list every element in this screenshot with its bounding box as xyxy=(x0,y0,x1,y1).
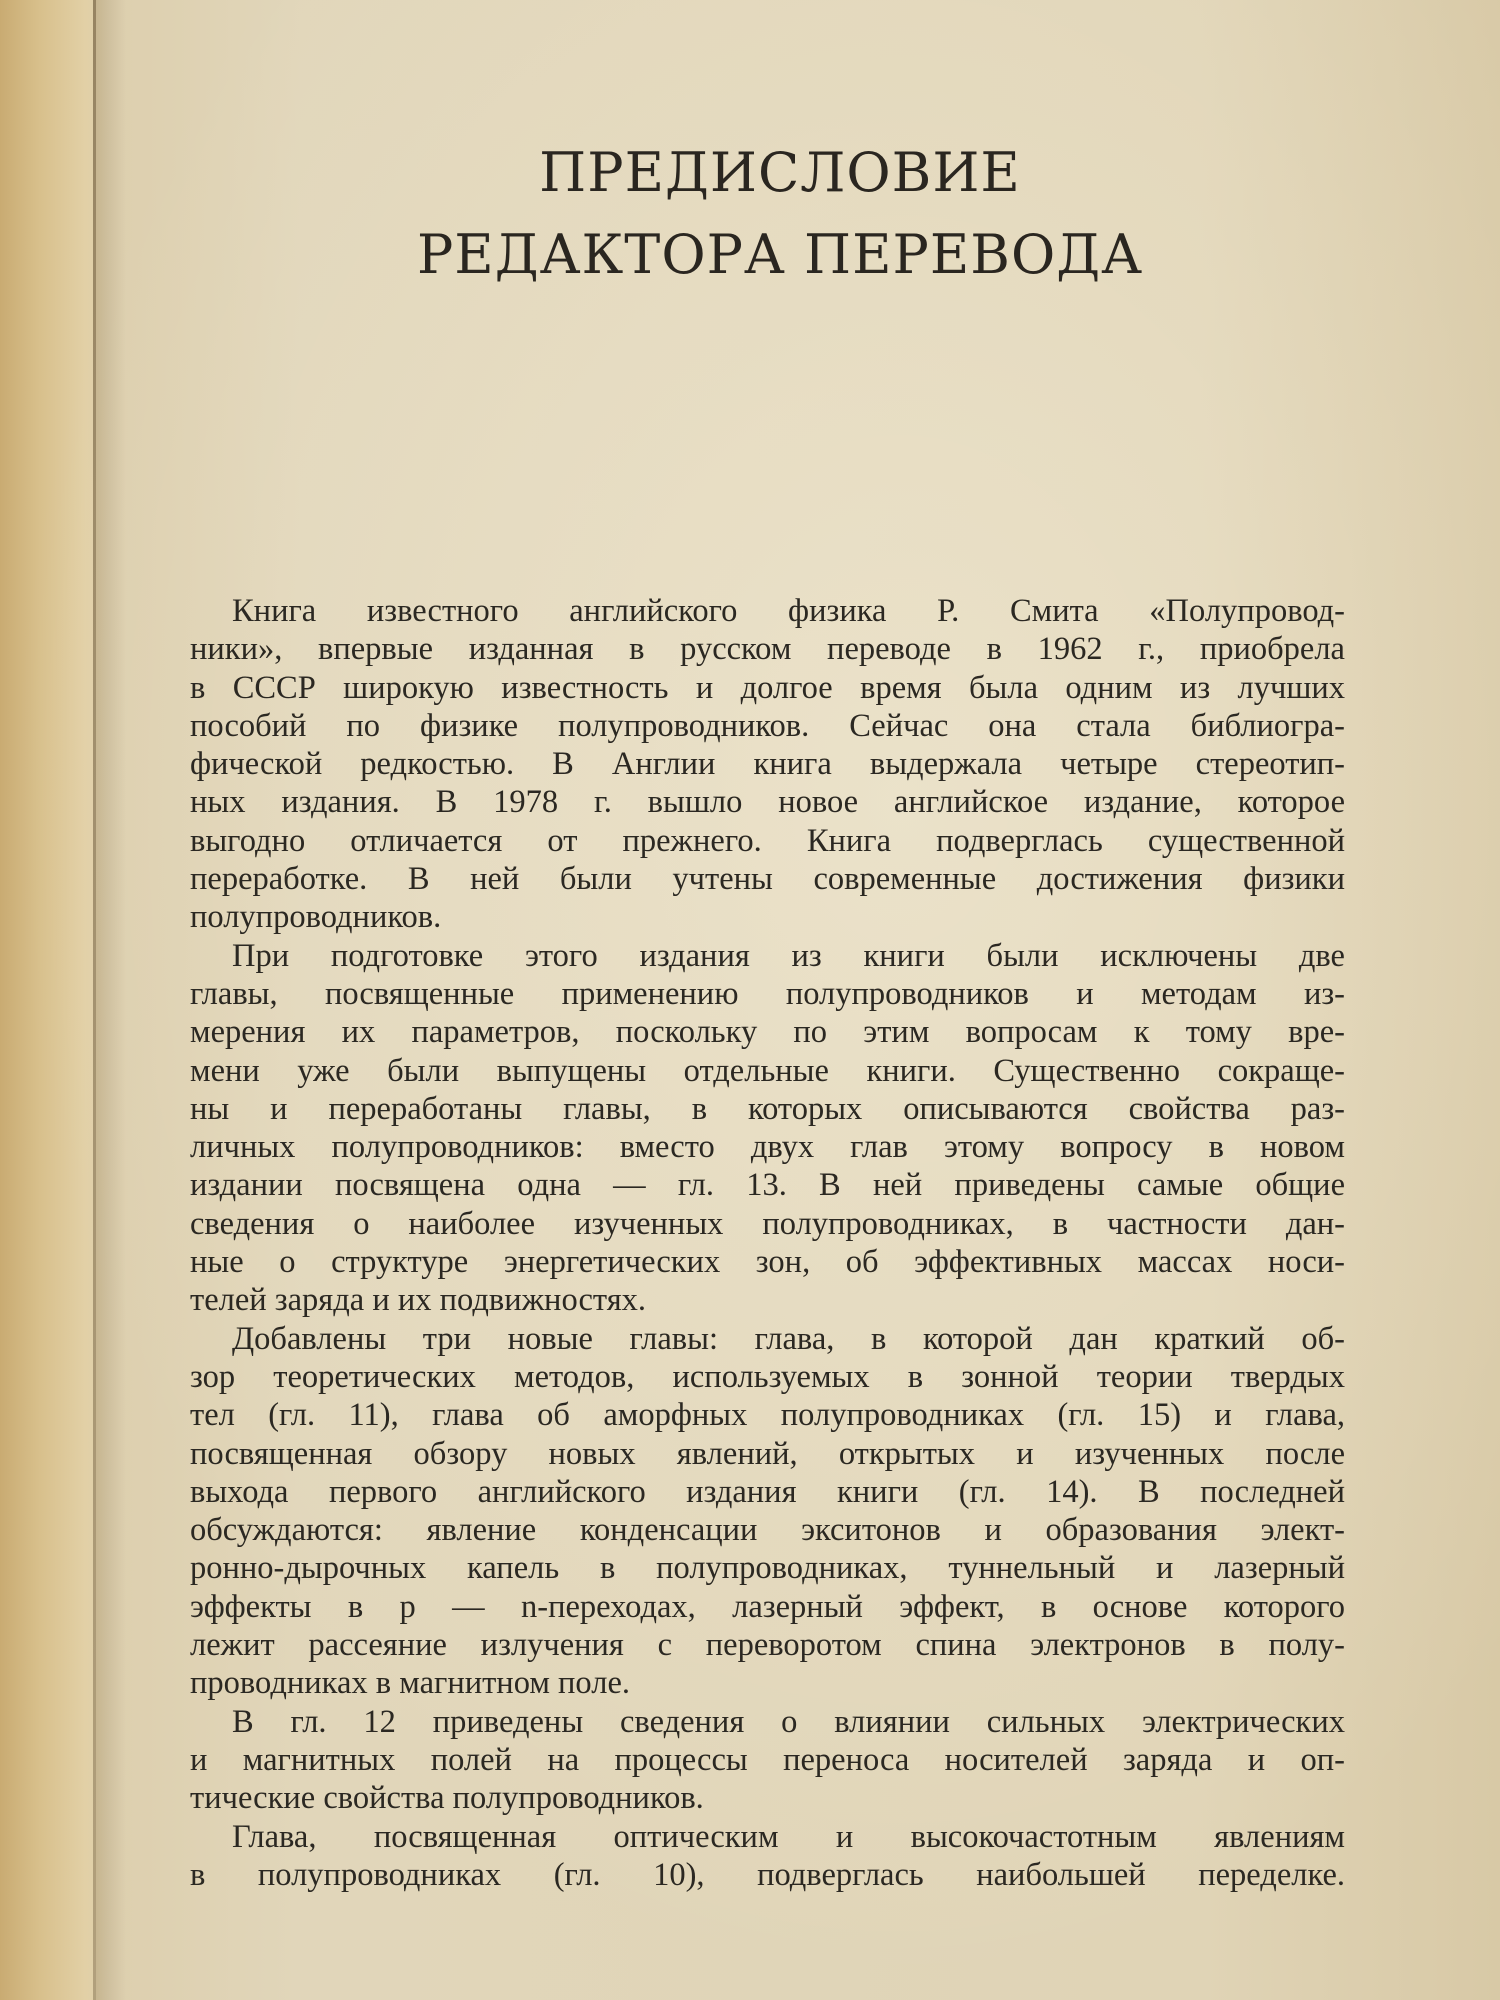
text-line: в СССР широкую известность и долгое время была одним из лучших xyxy=(190,669,1345,706)
text-line: В гл. 12 приведены сведения о влиянии сильных электрических xyxy=(232,1703,1345,1740)
text-line: и магнитных полей на процессы переноса носителей заряда и оп- xyxy=(190,1741,1345,1778)
text-line: издании посвящена одна — гл. 13. В ней приведены самые общие xyxy=(190,1167,1345,1204)
text-line: проводниках в магнитном поле. xyxy=(190,1665,631,1702)
text-line: тические свойства полупроводников. xyxy=(190,1780,704,1817)
text-line: При подготовке этого издания из книги были исключены две xyxy=(232,937,1345,974)
text-line: ных издания. В 1978 г. вышло новое английское издание, которое xyxy=(190,784,1345,821)
text-line: телей заряда и их подвижностях. xyxy=(190,1282,647,1319)
gutter-shadow xyxy=(96,0,126,2000)
page-title xyxy=(300,132,1260,296)
text-line: фической редкостью. В Англии книга выдержала четыре стереотип- xyxy=(190,746,1345,783)
text-line: Добавлены три новые главы: глава, в которой дан краткий об- xyxy=(232,1320,1345,1357)
text-line: зор теоретических методов, используемых в зонной теории твердых xyxy=(190,1358,1345,1395)
text-line: сведения о наиболее изученных полупроводниках, в частности дан- xyxy=(190,1205,1345,1242)
preface-body xyxy=(190,592,1345,1894)
text-line: лежит рассеяние излучения с переворотом спина электронов в полу- xyxy=(190,1627,1345,1664)
text-line: в полупроводниках (гл. 10), подверглась наибольшей переделке. xyxy=(190,1856,1345,1893)
text-line: посвященная обзору новых явлений, открытых и изученных после xyxy=(190,1435,1345,1472)
text-line: переработке. В ней были учтены современные достижения физики xyxy=(190,861,1345,898)
text-line: полупроводников. xyxy=(190,899,442,936)
text-line: ны и переработаны главы, в которых описываются свойства раз- xyxy=(190,1090,1345,1127)
text-line: ронно-дырочных капель в полупроводниках, туннельный и лазерный xyxy=(190,1550,1345,1587)
text-line: Книга известного английского физика Р. Смита «Полупровод- xyxy=(232,593,1345,629)
text-line: мени уже были выпущены отдельные книги. Существенно сокраще- xyxy=(190,1052,1345,1089)
text-line: эффекты в p — n-переходах, лазерный эффект, в основе которого xyxy=(190,1588,1345,1625)
text-line: тел (гл. 11), глава об аморфных полупроводниках (гл. 15) и глава, xyxy=(190,1397,1345,1434)
text-line: главы, посвященные применению полупроводников и методам из- xyxy=(190,975,1345,1012)
text-line: выгодно отличается от прежнего. Книга подверглась существенной xyxy=(190,822,1345,859)
text-line: выхода первого английского издания книги (гл. 14). В последней xyxy=(190,1473,1345,1510)
title-line-1: ПРЕДИСЛОВИЕ xyxy=(539,141,1021,204)
text-line: личных полупроводников: вместо двух глав этому вопросу в новом xyxy=(190,1129,1345,1166)
text-line: ные о структуре энергетических зон, об эффективных массах носи- xyxy=(190,1244,1345,1281)
text-line: ники», впервые изданная в русском переводе в 1962 г., приобрела xyxy=(190,631,1345,668)
text-line: пособий по физике полупроводников. Сейчас она стала библиогра- xyxy=(190,707,1345,744)
title-line-2: РЕДАКТОРА ПЕРЕВОДА xyxy=(416,223,1144,286)
text-line: Глава, посвященная оптическим и высокочастотным явлениям xyxy=(232,1818,1345,1855)
text-line: мерения их параметров, поскольку по этим вопросам к тому вре- xyxy=(190,1014,1345,1051)
text-line: обсуждаются: явление конденсации экситонов и образования элект- xyxy=(190,1512,1345,1549)
